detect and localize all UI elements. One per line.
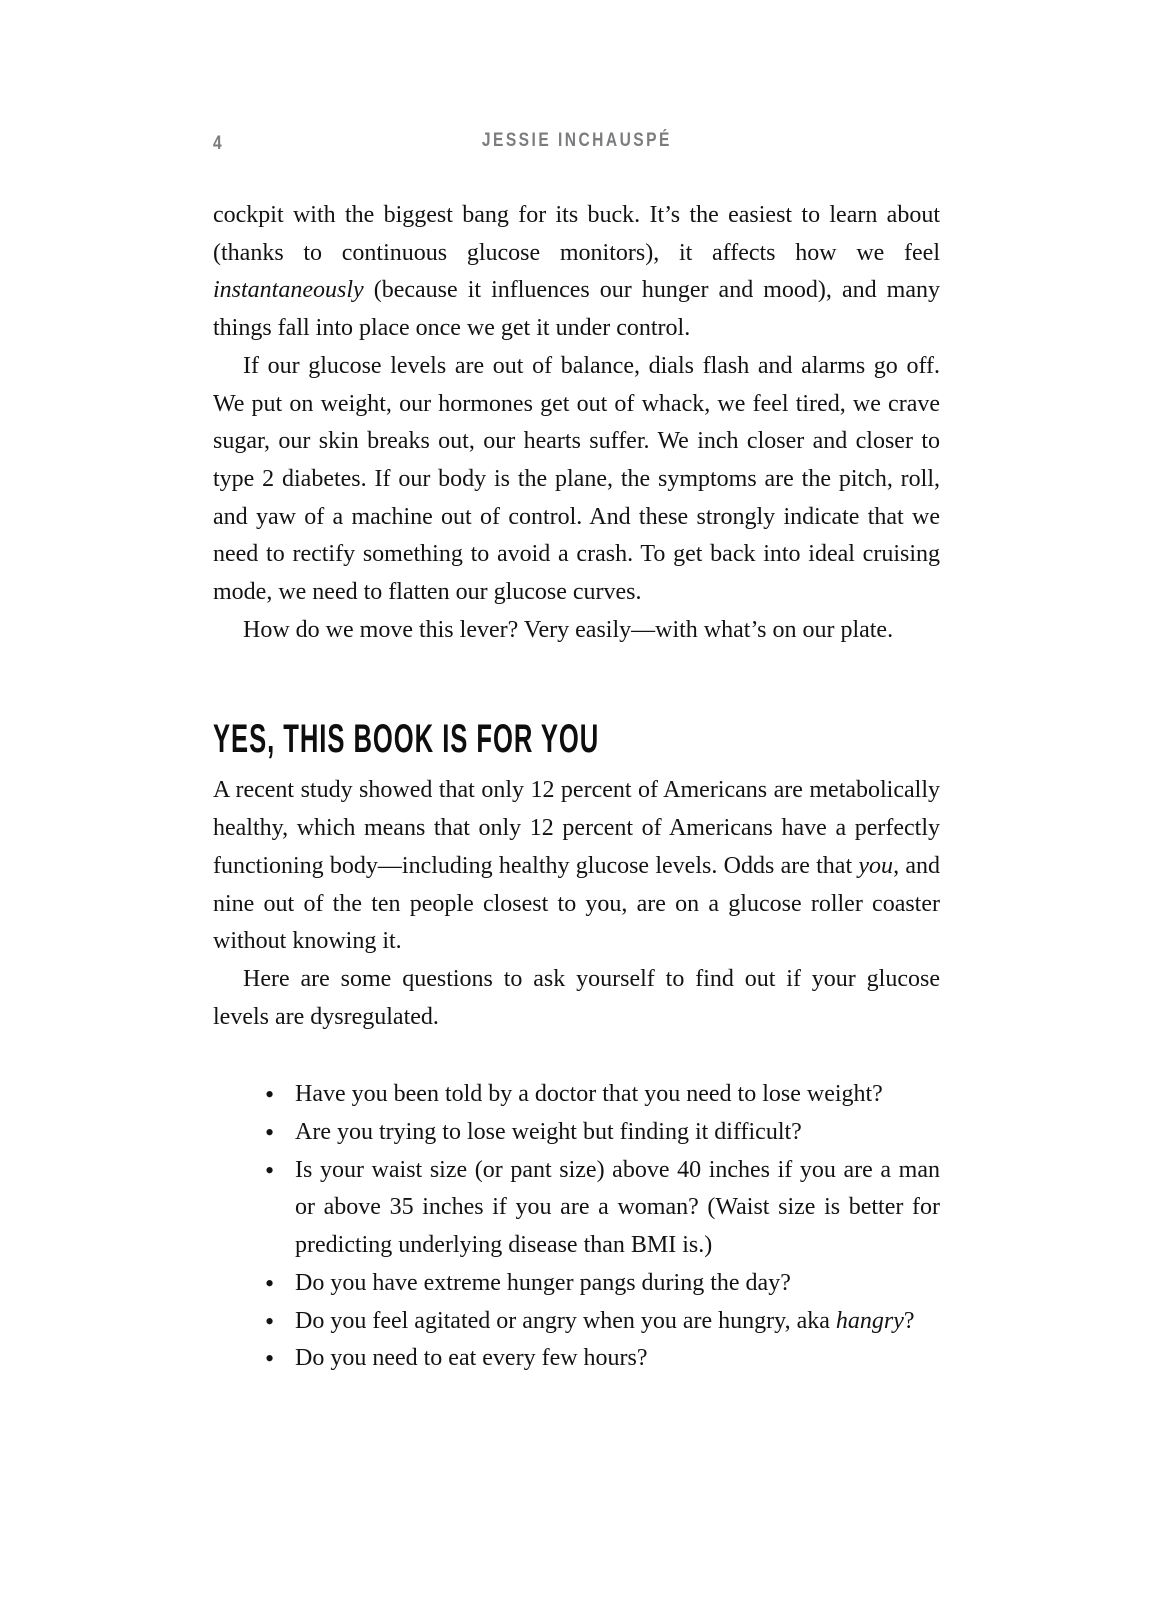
list-item-hangry: • Do you feel agitated or angry when you are hungry, aka hangry? [213, 1303, 940, 1341]
running-head: JESSIE INCHAUSPÉ [481, 130, 672, 151]
section-heading: YES, THIS BOOK IS FOR YOU [213, 717, 600, 762]
italic-text: instantaneously [213, 277, 364, 304]
page-header [213, 130, 940, 160]
page-body [213, 197, 940, 1378]
paragraph-recent-study: A recent study showed that only 12 percent of Americans are metabolically healthy, which means that only 12 percent of Americans have a perfectly functioning body—including healthy glucose levels. Odds are that you, and nine out of the ten people closest to you, are on a glucose roller coaster without knowing it. [213, 777, 940, 955]
paragraph-lever: How do we move this lever? Very easily—with what’s on our plate. [243, 616, 894, 643]
list-item-eat-every-few-hours: • Do you need to eat every few hours? [213, 1340, 940, 1378]
page-number: 4 [213, 133, 224, 154]
paragraph-cockpit: cockpit with the biggest bang for its buck. It’s the easiest to learn about (thanks to continuous glucose monitors), it affects how we feel instantaneously (because it influences our hunger and mood), and many things fall into place once we get it under control. [213, 202, 940, 342]
list-item-hunger-pangs: • Do you have extreme hunger pangs during the day? [213, 1265, 940, 1303]
paragraph-questions-intro: Here are some questions to ask yourself to find out if your glucose levels are dysregulated. [213, 965, 940, 1030]
paragraph-glucose-balance: If our glucose levels are out of balance, dials flash and alarms go off. We put on weight, our hormones get out of whack, we feel tired, we crave sugar, our skin breaks out, our hearts suffer. We inch closer and closer to type 2 diabetes. If our body is the plane, the symptoms are the pitch, roll, and yaw of a machine out of control. And these strongly indicate that we need to rectify something to avoid a crash. To get back into ideal cruising mode, we need to flatten our glucose curves. [213, 352, 940, 606]
list-item-trying-lose-weight: • Are you trying to lose weight but finding it difficult? [213, 1114, 940, 1152]
running-head-wrap [213, 130, 940, 152]
list-item-waist-size: • Is your waist size (or pant size) above 40 inches if you are a man or above 35 inches if you are a woman? (Waist size is better for predicting underlying disease than BMI is.) [213, 1152, 940, 1265]
list-item-lose-weight-doctor: • Have you been told by a doctor that you need to lose weight? [213, 1076, 940, 1114]
italic-text: you [858, 852, 894, 879]
italic-text: hangry [835, 1307, 904, 1334]
question-list [213, 1076, 940, 1378]
